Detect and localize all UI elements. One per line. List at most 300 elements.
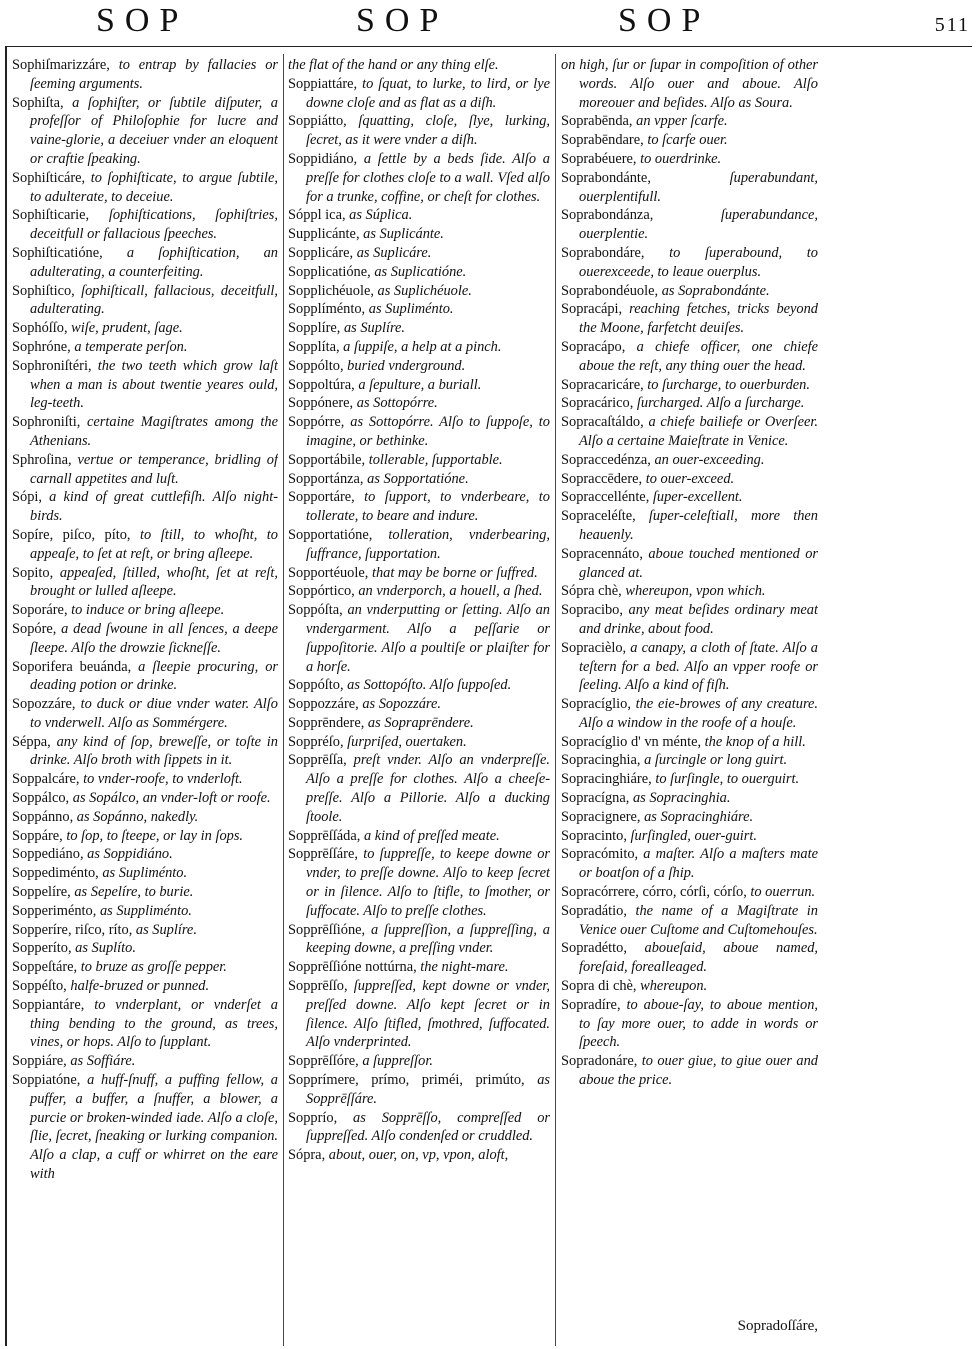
dictionary-entry	[288, 1146, 550, 1165]
headword: Soprabondéuole,	[561, 282, 659, 299]
definition: buried vnderground.	[343, 357, 466, 374]
dictionary-entry	[561, 169, 818, 207]
headword: Sopraccellénte,	[561, 489, 650, 506]
dictionary-entry	[561, 488, 818, 507]
dictionary-entry	[12, 789, 278, 808]
definition: a chiefe bailiefe or Overſeer. Alſo a certaine Maieſtrate in Venice.	[579, 414, 818, 449]
headword: Soppidiáno,	[288, 150, 358, 167]
dictionary-entry	[12, 770, 278, 789]
headword: Soppelíre,	[12, 884, 71, 901]
headword: Sopracígna,	[561, 790, 630, 807]
dictionary-entry	[12, 921, 278, 940]
headword: Sópra chè,	[561, 583, 622, 600]
dictionary-entry	[288, 413, 550, 451]
definition: as Sopracinghia.	[629, 790, 731, 807]
definition: to aboue-ſay, to aboue mention, to ſay more ouer, to adde in words or ſpeech.	[579, 996, 818, 1051]
headword: Sopracinghia,	[561, 752, 641, 769]
definition: to ſuperabound, to ouerexceede, to leaue ouerplus.	[579, 244, 818, 280]
definition: as Sepelíre, to burie.	[70, 884, 194, 901]
headword: Sopprío,	[288, 1109, 338, 1126]
definition: to bruze as groſſe pepper.	[77, 959, 227, 976]
definition: a ſepulture, a buriall.	[354, 376, 482, 393]
definition: ſurcharged. Alſo a ſurcharge.	[633, 395, 805, 412]
definition: as Soppidiáno.	[83, 846, 173, 863]
definition: a ſuppiſe, a help at a pinch.	[339, 338, 502, 355]
definition: to ſophiſticate, to argue ſubtile, to adulterate, to deceiue.	[30, 169, 278, 205]
dictionary-entry	[12, 319, 278, 338]
dictionary-entry	[288, 225, 550, 244]
dictionary-entry	[12, 488, 278, 526]
dictionary-entry	[288, 282, 550, 301]
definition: to vnder-roofe, to vnderloft.	[79, 771, 243, 788]
dictionary-entry	[12, 939, 278, 958]
headword: Sópra,	[288, 1147, 326, 1164]
dictionary-entry	[288, 1052, 550, 1071]
definition: ſurpriſed, ouertaken.	[343, 733, 467, 750]
definition: aboue touched mentioned or glanced at.	[579, 545, 818, 581]
headword: Soppréſo,	[288, 733, 344, 750]
headword: Soprabondánte,	[561, 169, 651, 186]
headword: Soppiatóne,	[12, 1072, 81, 1089]
headword: Sopracómito,	[561, 846, 639, 863]
headword: Sopradíre,	[561, 996, 621, 1013]
definition: a kind of great cuttlefiſh. Alſo night-birds.	[30, 489, 278, 525]
definition: to ſuppreſſe, to keepe downe or vnder, to preſſe downe. Alſo to keep ſecret or in ſilence. Alſo to ſtifle, to ſmother, or ſuffocate. Alſo to preſſe clothes.	[306, 846, 550, 919]
dictionary-entry	[561, 751, 818, 770]
dictionary-entry	[12, 977, 278, 996]
headword: Soprabondáre,	[561, 244, 645, 261]
headword: Sophiſticáre,	[12, 169, 86, 186]
definition: to ſcarfe ouer.	[643, 132, 728, 149]
dictionary-entry	[561, 451, 818, 470]
page-number: 511	[934, 14, 970, 36]
dictionary-entry	[288, 733, 550, 752]
headword: Sophiſticatióne,	[12, 244, 103, 261]
headword: Supplicánte,	[288, 226, 360, 243]
definition: an vpper ſcarfe.	[632, 113, 728, 130]
dictionary-entry	[12, 1071, 278, 1184]
definition: whereupon, vpon which.	[621, 583, 766, 600]
dictionary-entry	[12, 526, 278, 564]
definition: as Supliménto.	[365, 301, 454, 318]
definition: a maſter. Alſo a maſters mate or boatſon of a ſhip.	[579, 846, 818, 882]
headword: Soprabēnda,	[561, 113, 633, 130]
definition: preſt vnder. Alſo an vnderpreſſe. Alſo a preſſe for clothes. Alſo a cheeſe-preſſe. Alſo a Pillorie. Alſo a ducking ſtoole.	[306, 752, 550, 825]
headword: Sopracápo,	[561, 338, 626, 355]
definition: as Supliménto.	[98, 865, 188, 882]
dictionary-entry	[288, 338, 550, 357]
dictionary-entry	[561, 582, 818, 601]
headword: Soporifera beuánda,	[12, 658, 132, 675]
definition: as Suplicáre.	[353, 244, 432, 261]
definition: about, ouer, on, vp, vpon, aloft,	[325, 1147, 509, 1164]
dictionary-entry	[12, 958, 278, 977]
headword: Sopracinto,	[561, 827, 627, 844]
definition: a ſurcingle or long guirt.	[640, 752, 788, 769]
definition: to duck or diue vnder water. Alſo to vnderwell. Alſo as Sommérgere.	[30, 696, 278, 731]
headword: Sopportéuole,	[288, 564, 369, 581]
headword: Sopplicáre,	[288, 244, 354, 261]
headword: Sopperíre, riſco, ríto,	[12, 921, 133, 938]
headword: Sopprēndere,	[288, 714, 365, 731]
dictionary-entry	[288, 488, 550, 526]
definition: ſurſingled, ouer-guirt.	[626, 827, 757, 844]
definition: as Sopozzáre.	[358, 696, 441, 713]
headword: Sopracennáto,	[561, 545, 643, 562]
column-rule-1	[283, 54, 284, 1346]
definition: tollerable, ſupportable.	[365, 451, 503, 468]
headword: Soppeſtáre,	[12, 959, 78, 976]
dictionary-entry	[561, 977, 818, 996]
dictionary-entry	[288, 357, 550, 376]
definition: a dead ſwoune in all ſences, a deepe ſleepe. Alſo the drowzie ſickneſſe.	[30, 620, 278, 656]
dictionary-entry	[288, 376, 550, 395]
dictionary-entry	[288, 150, 550, 206]
dictionary-entry	[288, 827, 550, 846]
dictionary-entry	[288, 451, 550, 470]
definition: as Súplica.	[345, 207, 413, 224]
definition: as Sopracinghiáre.	[640, 808, 754, 825]
definition: vertue or temperance, bridling of carnall appetites and luſt.	[30, 451, 278, 487]
headword: Sopracignere,	[561, 808, 641, 825]
headword: Sopprēſſióne nottúrna,	[288, 959, 417, 976]
headword: Sopprēſſa,	[288, 752, 347, 769]
headword: Sopra di chè,	[561, 978, 637, 995]
definition: a ſophiſter, or ſubtile diſputer, a profeſſor of Philoſophie for lucre and vaine-glorie, a deceiuer vnder an eloquent or craftie ſpeaking.	[30, 94, 278, 167]
definition: as Suplicatióne.	[370, 263, 467, 280]
dictionary-entry	[288, 56, 550, 75]
headword: Sopraccēdere,	[561, 470, 643, 487]
dictionary-entry	[561, 244, 818, 282]
dictionary-entry	[561, 150, 818, 169]
dictionary-entry	[288, 601, 550, 676]
definition: wiſe, prudent, ſage.	[67, 320, 183, 337]
definition: the eie-browes of any creature. Alſo a window in the roofe of a houſe.	[579, 696, 818, 731]
headword: Sopradonáre,	[561, 1053, 638, 1070]
definition: to ouerdrinke.	[636, 150, 722, 167]
definition: ſuperabundant, ouerplentifull.	[579, 169, 818, 205]
headword: Sopportábile,	[288, 451, 366, 468]
dictionary-entry	[12, 1052, 278, 1071]
definition: an vnderporch, a houell, a ſhed.	[354, 583, 543, 600]
dictionary-entry	[561, 206, 818, 244]
headword: Sopplíménto,	[288, 301, 366, 318]
dictionary-entry	[12, 169, 278, 207]
definition: as Suplíre.	[132, 921, 197, 938]
definition: halfe-bruzed or punned.	[66, 978, 210, 995]
definition: a kind of preſſed meate.	[360, 827, 500, 844]
running-head-left: SOP	[96, 2, 189, 39]
definition: to vnderplant, or vnderſet a thing bending to the ground, as trees, vines, or hops. Alſo to ſupplant.	[30, 996, 278, 1051]
dictionary-entry	[288, 244, 550, 263]
definition: aboueſaid, aboue named, foreſaid, forealleaged.	[579, 940, 818, 976]
dictionary-entry	[288, 394, 550, 413]
headword: Séppa,	[12, 733, 51, 750]
definition: any meat beſides ordinary meat and drinke, about food.	[579, 602, 818, 637]
definition: ſophiſtications, ſophiſtries, deceitfull or fallacious ſpeeches.	[30, 207, 278, 243]
definition: an ouer-exceeding.	[650, 451, 765, 468]
headword: Soppóſto,	[288, 677, 344, 694]
headword: Sopplichéuole,	[288, 282, 374, 299]
dictionary-entry	[288, 714, 550, 733]
headword: Soppiátto,	[288, 113, 347, 130]
headword: Sopito,	[12, 564, 54, 581]
dictionary-entry	[561, 845, 818, 883]
headword: Soppáre,	[12, 827, 63, 844]
definition: ſuperabundance, ouerplentie.	[579, 207, 818, 243]
headword: Sopperíto,	[12, 940, 72, 957]
headword: Sopprēſſóre,	[288, 1053, 359, 1070]
headword: Sopradétto,	[561, 940, 627, 957]
headword: Sopracórrere, córro, córſi, córſo,	[561, 884, 747, 901]
headword: Sophroniſtéri,	[12, 357, 92, 374]
definition: certaine Magiſtrates among the Athenians.	[30, 414, 278, 449]
definition: a ſuppreſſor.	[358, 1053, 433, 1070]
definition: on high, ſur or ſupar in compoſition of other words. Alſo ouer and aboue. Alſo moreouer and beſides. Alſo as Soura.	[561, 57, 818, 111]
headword: Soppozzáre,	[288, 696, 359, 713]
dictionary-entry	[12, 845, 278, 864]
headword: Sophiſtico,	[12, 282, 75, 299]
headword: Sopprēſſo,	[288, 978, 348, 995]
dictionary-entry	[288, 695, 550, 714]
definition: a temperate perſon.	[70, 338, 188, 355]
definition: ſuper-excellent.	[649, 489, 743, 506]
definition: a huff-ſnuff, a puffing fellow, a puffer, a buffer, a ſnuffer, a blower, a purcie or broken-winded iade. Alſo a cloſe, ſlie, ſecret, ſneaking or lurking companion. Alſo a clap, a cuff or whirret on the eare with	[30, 1072, 278, 1183]
column-rule-2	[555, 54, 556, 1346]
headword: Sphroſina,	[12, 451, 72, 468]
definition: any kind of ſop, breweſſe, or toſte in drinke. Alſo broth with ſippets in it.	[30, 733, 278, 769]
headword: Sopracibo,	[561, 602, 623, 619]
dictionary-entry	[12, 244, 278, 282]
headword: Sopóre,	[12, 620, 57, 637]
headword: Sopprímere, prímo, priméi, primúto,	[288, 1072, 525, 1089]
definition: whereupon.	[636, 978, 708, 995]
definition: the knop of a hill.	[701, 733, 806, 750]
definition: as Soprabondánte.	[658, 282, 770, 299]
headword: Sopprēſſióne,	[288, 921, 366, 938]
headword: Sopraceléſte,	[561, 508, 636, 525]
headword: Soprabondánza,	[561, 207, 654, 224]
definition: the flat of the hand or any thing elſe.	[288, 57, 499, 73]
definition: as Suppliménto.	[96, 902, 192, 919]
definition: to induce or bring aſleepe.	[67, 602, 225, 619]
definition: to entrap by fallacies or ſeeming arguments.	[30, 57, 278, 92]
dictionary-entry	[561, 601, 818, 639]
headword: Sophróne,	[12, 338, 71, 355]
dictionary-entry	[561, 394, 818, 413]
headword: Soppéſto,	[12, 978, 67, 995]
definition: as Sopprēſſo, compreſſed or ſuppreſſed. Alſo condenſed or cruddled.	[306, 1109, 550, 1145]
dictionary-entry	[288, 582, 550, 601]
dictionary-entry	[561, 413, 818, 451]
dictionary-entry	[561, 827, 818, 846]
headword: Sophiſmarizzáre,	[12, 57, 110, 73]
headword: Sopracárico,	[561, 395, 634, 412]
definition: ſophiſticall, fallacious, deceitfull, adulterating.	[30, 282, 278, 318]
dictionary-entry	[12, 864, 278, 883]
headword: Sopozzáre,	[12, 696, 76, 713]
headword: Sopracaſtáldo,	[561, 414, 644, 431]
definition: as Suplíre.	[340, 320, 405, 337]
definition: to ouer giue, to giue ouer and aboue the price.	[579, 1053, 818, 1089]
dictionary-entry	[561, 733, 818, 752]
dictionary-entry	[288, 319, 550, 338]
definition: as Sopánno, nakedly.	[73, 808, 199, 825]
dictionary-entry	[561, 376, 818, 395]
dictionary-entry	[288, 526, 550, 564]
dictionary-entry	[561, 507, 818, 545]
dictionary-entry	[288, 470, 550, 489]
headword: Sophroniſti,	[12, 414, 81, 431]
headword: Soppólto,	[288, 357, 344, 374]
definition: the night-mare.	[416, 959, 509, 976]
definition: the two teeth which grow laſt when a man is about twentie yeares ould, leg-teeth.	[30, 357, 278, 412]
definition: to ſtill, to whoſht, to appeaſe, to ſet at reſt, or bring aſleepe.	[30, 526, 278, 562]
dictionary-entry	[561, 939, 818, 977]
dictionary-entry	[12, 996, 278, 1052]
headword: Soppoltúra,	[288, 376, 355, 393]
headword: Sopportáre,	[288, 489, 355, 506]
definition: to ouerrun.	[746, 884, 816, 901]
headword: Sopplicatióne,	[288, 263, 371, 280]
dictionary-entry	[561, 902, 818, 940]
headword: Sopracinghiáre,	[561, 771, 652, 788]
dictionary-entry	[12, 902, 278, 921]
headword: Sóppl ica,	[288, 207, 346, 224]
definition: ſuper-celeſtiall, more then heauenly.	[579, 508, 818, 543]
dictionary-entry	[561, 282, 818, 301]
definition: that may be borne or ſuffred.	[368, 564, 538, 581]
headword: Sopracíglio d' vn ménte,	[561, 733, 702, 750]
dictionary-entry	[12, 357, 278, 413]
headword: Sophiſticarie,	[12, 207, 90, 224]
dictionary-entry	[12, 658, 278, 696]
definition: to ſurcharge, to ouerburden.	[643, 376, 810, 393]
headword: Sopperiménto,	[12, 902, 97, 919]
dictionary-entry	[561, 770, 818, 789]
definition: to ſop, to ſteepe, or lay in ſops.	[62, 827, 244, 844]
definition: to ſurſingle, to ouerguirt.	[651, 771, 800, 788]
headword: Sopíre, piſco, píto,	[12, 526, 131, 543]
dictionary-entry	[561, 1052, 818, 1090]
definition: to ſquat, to lurke, to lird, or lye downe cloſe and as flat as a diſh.	[306, 75, 550, 111]
dictionary-entry	[288, 112, 550, 150]
headword: Sophóſſo,	[12, 320, 68, 337]
definition: a ſleepie procuring, or deading potion or drinke.	[30, 658, 278, 694]
dictionary-entry	[561, 338, 818, 376]
dictionary-entry	[561, 789, 818, 808]
definition: as Sopprēſſáre.	[306, 1072, 550, 1107]
dictionary-entry	[288, 676, 550, 695]
dictionary-entry	[12, 413, 278, 451]
headword: Soppiantáre,	[12, 996, 85, 1013]
column-3	[561, 56, 818, 1346]
dictionary-entry	[561, 883, 818, 902]
definition: ſuppreſſed, kept downe or vnder, preſſed downe. Alſo kept ſecret or in ſilence. Alſo ſtifled, ſmothred, ſuffocated. Alſo vnderprinted.	[306, 978, 550, 1051]
headword: Soppórre,	[288, 414, 345, 431]
headword: Soppórtico,	[288, 583, 355, 600]
dictionary-entry	[288, 300, 550, 319]
definition: to ſupport, to vnderbeare, to tollerate, to beare and indure.	[306, 489, 550, 525]
definition: to ouer-exceed.	[642, 470, 735, 487]
headword: Sopplíta,	[288, 338, 340, 355]
dictionary-entry	[12, 733, 278, 771]
headword: Soppalcáre,	[12, 771, 80, 788]
definition: ſquatting, cloſe, ſlye, lurking, ſecret, as it were vnder a diſh.	[306, 113, 550, 149]
column-2	[288, 56, 550, 1346]
definition: a ſuppreſſion, a ſuppreſſing, a keeping downe, a preſſing vnder.	[306, 921, 550, 957]
headword: Soppánno,	[12, 808, 74, 825]
headword: Sopracièlo,	[561, 639, 627, 656]
definition: as Suplichéuole.	[373, 282, 472, 299]
definition: as Sopálco, an vnder-loft or roofe.	[69, 790, 271, 807]
headword: Sopracápi,	[561, 301, 623, 318]
headword: Sopportánza,	[288, 470, 364, 487]
definition: an vnderputting or ſetting. Alſo an vndergarment. Alſo a peſſarie or ſuppoſitorie. Alſo a poultiſe or plaiſter for a horſe.	[306, 602, 550, 675]
dictionary-entry	[561, 300, 818, 338]
definition: as Sottopórre. Alſo to ſuppoſe, to imagine, or bethinke.	[306, 414, 550, 449]
headword: Sópi,	[12, 489, 42, 506]
dictionary-entry	[12, 883, 278, 902]
dictionary-entry	[12, 94, 278, 169]
headword: Soppiattáre,	[288, 75, 358, 92]
headword: Sopprēſſáda,	[288, 827, 361, 844]
dictionary-entry	[288, 977, 550, 1052]
definition: as Sottopóſto. Alſo ſuppoſed.	[343, 677, 512, 694]
dictionary-entry	[288, 921, 550, 959]
definition: a ſophiſtication, an adulterating, a counterfeiting.	[30, 244, 278, 280]
dictionary-entry	[12, 282, 278, 320]
headword: Sopradátio,	[561, 902, 627, 919]
headword: Sopportatióne,	[288, 526, 373, 543]
dictionary-entry	[12, 206, 278, 244]
dictionary-entry	[12, 808, 278, 827]
definition: a chiefe officer, one chiefe aboue the reſt, any thing ouer the head.	[579, 338, 818, 374]
definition: a canapy, a cloth of ſtate. Alſo a teſtern for a bed. Alſo an vpper roofe or ſeeling. Alſo a kind of fiſh.	[579, 639, 818, 694]
dictionary-entry	[561, 112, 818, 131]
definition: as Sottopórre.	[353, 395, 438, 412]
definition: as Suplicánte.	[359, 226, 444, 243]
dictionary-entry	[288, 75, 550, 113]
definition: as Sopraprēndere.	[364, 714, 474, 731]
dictionary-entry	[12, 56, 278, 94]
headword: Soprabéuere,	[561, 150, 637, 167]
definition: as Soffiáre.	[66, 1053, 136, 1070]
headword: Soppediménto,	[12, 865, 99, 882]
dictionary-entry	[288, 564, 550, 583]
headword: Sopracíglio,	[561, 696, 631, 713]
definition: as Suplíto.	[71, 940, 136, 957]
definition: the name of a Magiſtrate in Venice ouer Cuſtome and Cuſtomehouſes.	[579, 902, 818, 938]
column-1	[12, 56, 278, 1346]
definition: as Sopportatióne.	[363, 470, 469, 487]
definition: appeaſed, ſtilled, whoſht, ſet at reſt, brought or lulled aſleepe.	[30, 564, 278, 600]
dictionary-entry	[288, 1071, 550, 1109]
definition: a ſettle by a beds ſide. Alſo a preſſe for clothes cloſe to a wall. Vſed alſo for a trunke, coffine, or cheſt for clothes.	[306, 150, 550, 205]
dictionary-entry	[561, 131, 818, 150]
dictionary-entry	[561, 808, 818, 827]
definition: reaching fetches, tricks beyond the Moone, farfetcht deuiſes.	[579, 301, 818, 337]
dictionary-entry	[288, 845, 550, 920]
dictionary-entry	[561, 996, 818, 1052]
dictionary-entry	[12, 827, 278, 846]
dictionary-entry	[288, 206, 550, 225]
headword: Soppónere,	[288, 395, 354, 412]
dictionary-entry	[12, 601, 278, 620]
headword: Sopplíre,	[288, 320, 341, 337]
headword: Soppediáno,	[12, 846, 84, 863]
dictionary-entry	[561, 639, 818, 695]
